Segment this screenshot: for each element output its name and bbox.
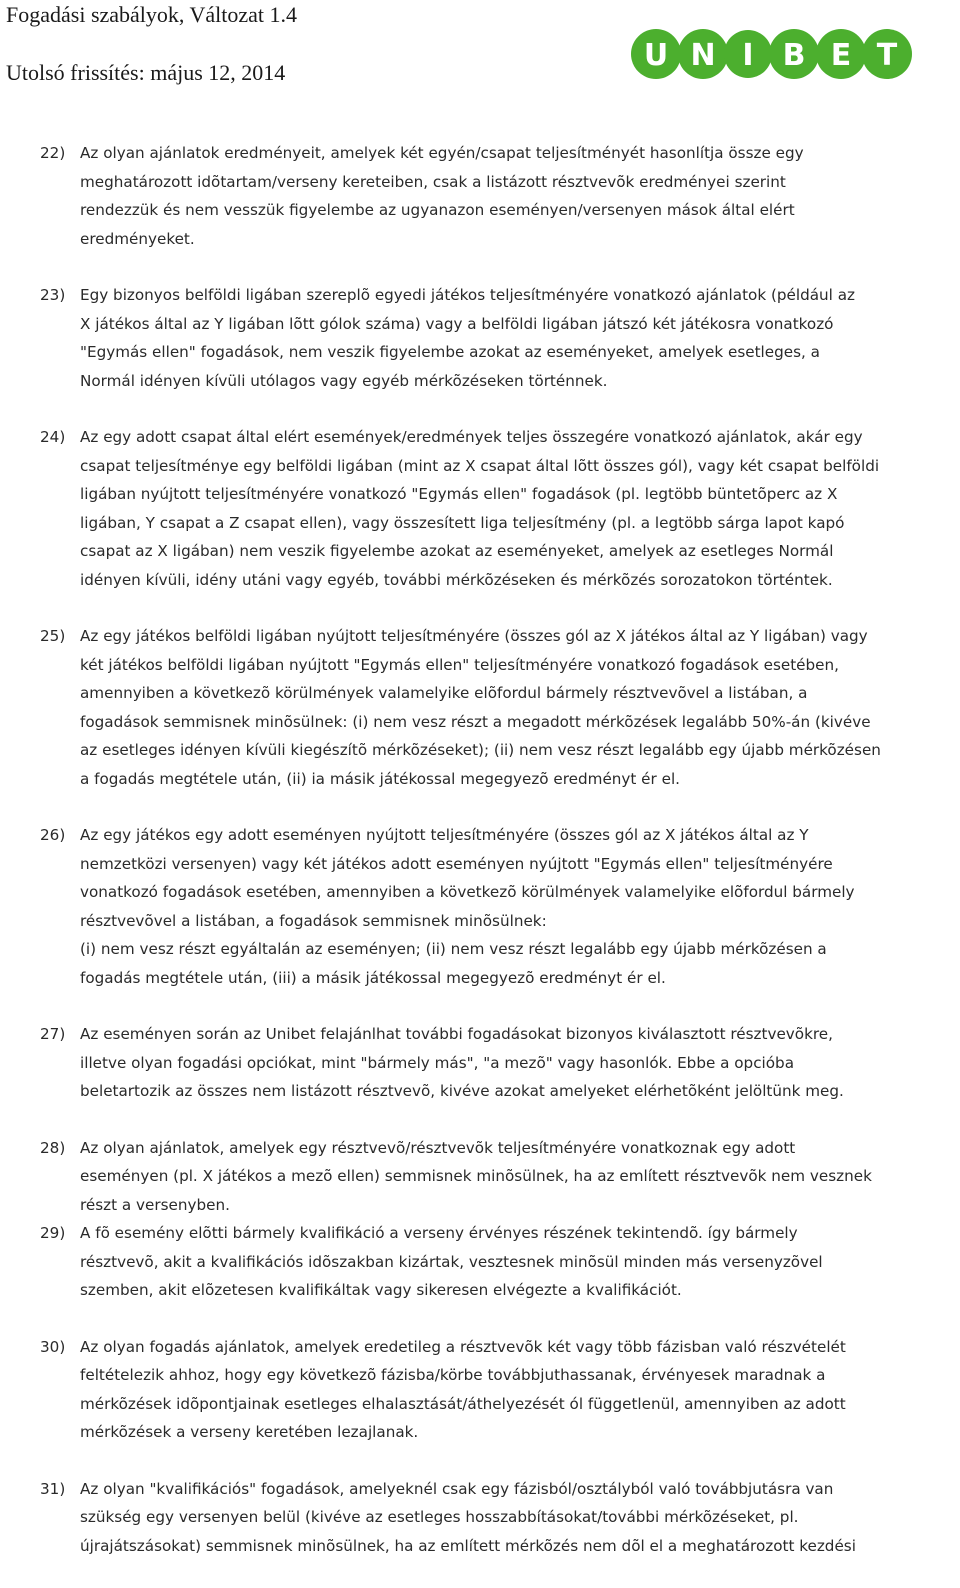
rule-text-line: fogadások semmisnek minõsülnek: (i) nem vesz részt a megadott mérkõzések legalább 50%-án (kivéve: [80, 712, 871, 731]
rule-25: [0, 622, 960, 793]
rule-text-line: Normál idényen kívüli utólagos vagy egyéb mérkõzéseken történnek.: [80, 371, 608, 390]
rule-text-line: nemzetközi versenyen) vagy két játékos adott eseményen nyújtott "Egymás ellen" teljesítményére: [80, 854, 833, 873]
rule-text-line: ligában, Y csapat a Z csapat ellen), vagy összesített liga teljesítmény (pl. a legtöbb sárga lapot kapó: [80, 513, 845, 532]
rule-text-line: fogadás megtétele után, (iii) a másik játékossal megegyezõ eredményt ér el.: [80, 968, 666, 987]
last-updated-date: Utolsó frissítés: május 12, 2014: [6, 60, 286, 85]
rule-text-line: mérkõzések idõpontjainak esetleges elhalasztását/áthelyezését ól függetlenül, amennyiben az adott: [80, 1394, 846, 1413]
rule-number: 30): [40, 1337, 66, 1356]
rule-29: [0, 1219, 960, 1305]
svg-text:I: I: [742, 38, 754, 73]
rule-text-line: rendezzük és nem vesszük figyelembe az ugyanazon eseményen/versenyen mások által elért: [80, 201, 795, 219]
rule-23: [0, 281, 960, 395]
rule-text-line: csapat teljesítménye egy belföldi ligában (mint az X csapat által lõtt összes gól), vagy két csapat belföldi: [80, 456, 880, 475]
rule-text-line: eredményeket.: [80, 229, 195, 248]
rules-list: [0, 139, 960, 1588]
document-title: Fogadási szabályok, Változat 1.4: [6, 2, 298, 27]
rule-text-line: szükség egy versenyen belül (kivéve az esetleges hosszabbításokat/további mérkõzéseket, pl.: [80, 1508, 799, 1526]
rule-text-line: (i) nem vesz részt egyáltalán az eseményen; (ii) nem vesz részt legalább egy újabb mérkõzésen a: [80, 940, 827, 958]
rule-number: 22): [40, 144, 66, 162]
svg-text:N: N: [690, 38, 716, 73]
rule-text-line: a fogadás megtétele után, (ii) ia másik játékossal megegyezõ eredményt ér el.: [80, 769, 680, 788]
rule-text-line: két játékos belföldi ligában nyújtott "Egymás ellen" teljesítményére vonatkozó fogadások esetében,: [80, 655, 839, 674]
rule-number: 28): [40, 1138, 66, 1157]
rule-text-line: részt a versenyben.: [80, 1195, 230, 1214]
rule-text-line: beletartozik az összes nem listázott résztvevõ, kivéve azokat amelyeket elérhetõként jelöltünk meg.: [80, 1082, 844, 1100]
rule-text-line: Az egy játékos belföldi ligában nyújtott teljesítményére (összes gól az X játékos által az Y ligában) vagy: [80, 627, 868, 645]
rule-31: [0, 1475, 960, 1561]
rule-text-line: ligában nyújtott teljesítményére vonatkozó "Egymás ellen" fogadások (pl. legtöbb büntetõperc az X: [80, 485, 838, 503]
rule-number: 25): [40, 627, 66, 645]
svg-text:U: U: [643, 38, 669, 73]
rule-text-line: Az egy játékos egy adott eseményen nyújtott teljesítményére (összes gól az X játékos által az Y: [80, 826, 809, 844]
svg-text:T: T: [876, 38, 898, 73]
rule-text-line: X játékos által az Y ligában lõtt gólok száma) vagy a belföldi ligában játszó két játékosra vonatkozó: [80, 314, 834, 333]
rule-text-line: A fõ esemény elõtti bármely kvalifikáció a verseny érvényes részének tekintendõ. így bármely: [80, 1224, 798, 1242]
rule-26: [0, 821, 960, 992]
rule-text-line: amennyiben a következõ körülmények valamelyike elõfordul bármely résztvevõvel a listában, a: [80, 684, 808, 702]
rule-30: [0, 1333, 960, 1447]
rule-text-line: újrajátszásokat) semmisnek minõsülnek, ha az említett mérkõzés nem dõl el a meghatározott kezdési: [80, 1536, 856, 1555]
svg-text:B: B: [782, 38, 806, 73]
rule-number: 23): [40, 286, 66, 304]
rule-text-line: az esetleges idényen kívüli kiegészítõ mérkõzéseket); (ii) nem vesz részt legalább egy újabb mérkõzésen: [80, 741, 881, 759]
rule-text-line: eseményen (pl. X játékos a mezõ ellen) semmisnek minõsülnek, ha az említett résztvevõk nem vesznek: [80, 1167, 872, 1185]
rule-number: 29): [40, 1224, 66, 1242]
rule-text-line: csapat az X ligában) nem veszik figyelembe azokat az eseményeket, amelyek az esetleges Normál: [80, 542, 834, 560]
rule-number: 31): [40, 1479, 66, 1498]
rule-text-line: Az eseményen során az Unibet felajánlhat további fogadásokat bizonyos kiválasztott résztvevõkre,: [80, 1025, 833, 1043]
rule-text-line: Az olyan "kvalifikációs" fogadások, amelyeknél csak egy fázisból/osztályból való továbbjutásra van: [80, 1479, 834, 1498]
rule-number: 26): [40, 826, 66, 844]
rule-text-line: szemben, akit elõzetesen kvalifikáltak vagy sikeresen elvégezte a kvalifikációt.: [80, 1281, 682, 1299]
rule-text-line: Az olyan ajánlatok eredményeit, amelyek két egyén/csapat teljesítményét hasonlítja össze egy: [80, 144, 804, 162]
rule-text-line: "Egymás ellen" fogadások, nem veszik figyelembe azokat az eseményeket, amelyek esetleges, a: [80, 343, 820, 361]
rule-28: [0, 1134, 960, 1220]
rule-text-line: Az egy adott csapat által elért események/eredmények teljes összegére vonatkozó ajánlatok, akár egy: [80, 428, 863, 446]
rule-text-line: vonatkozó fogadások esetében, amennyiben a következõ körülmények valamelyike elõfordul bármely: [80, 883, 855, 901]
rule-text-line: illetve olyan fogadási opciókat, mint "bármely más", "a mezõ" vagy hasonlók. Ebbe a opcióba: [80, 1053, 795, 1072]
rule-text-line: résztvevõvel a listában, a fogadások semmisnek minõsülnek:: [80, 911, 547, 930]
rule-text-line: résztvevõ, akit a kvalifikációs idõszakban kizártak, vesztesnek minõsül minden más versenyzõvel: [80, 1252, 823, 1271]
rule-number: 24): [40, 428, 66, 446]
rule-text-line: idényen kívüli, idény utáni vagy egyéb, további mérkõzéseken és mérkõzés sorozatokon történtek.: [80, 570, 833, 589]
rule-text-line: Az olyan ajánlatok, amelyek egy résztvevõ/résztvevõk teljesítményére vonatkoznak egy adott: [80, 1138, 796, 1157]
rule-text-line: Egy bizonyos belföldi ligában szereplõ egyedi játékos teljesítményére vonatkozó ajánlatok (például az: [80, 286, 855, 304]
rule-text-line: meghatározott idõtartam/verseny kereteiben, csak a listázott résztvevõk eredményei szerint: [80, 172, 786, 191]
rule-24: [0, 423, 960, 594]
rule-text-line: feltételezik ahhoz, hogy egy következõ fázisba/körbe továbbjuthassanak, érvényesek maradnak a: [80, 1366, 826, 1384]
rule-27: [0, 1020, 960, 1106]
rule-number: 27): [40, 1025, 66, 1043]
svg-text:E: E: [830, 38, 852, 73]
rule-text-line: mérkõzések a verseny keretében lezajlanak.: [80, 1423, 419, 1441]
rule-text-line: Az olyan fogadás ajánlatok, amelyek eredetileg a résztvevõk két vagy több fázisban való részvételét: [80, 1337, 846, 1356]
rule-22: [0, 139, 960, 253]
unibet-logo: [628, 26, 918, 87]
